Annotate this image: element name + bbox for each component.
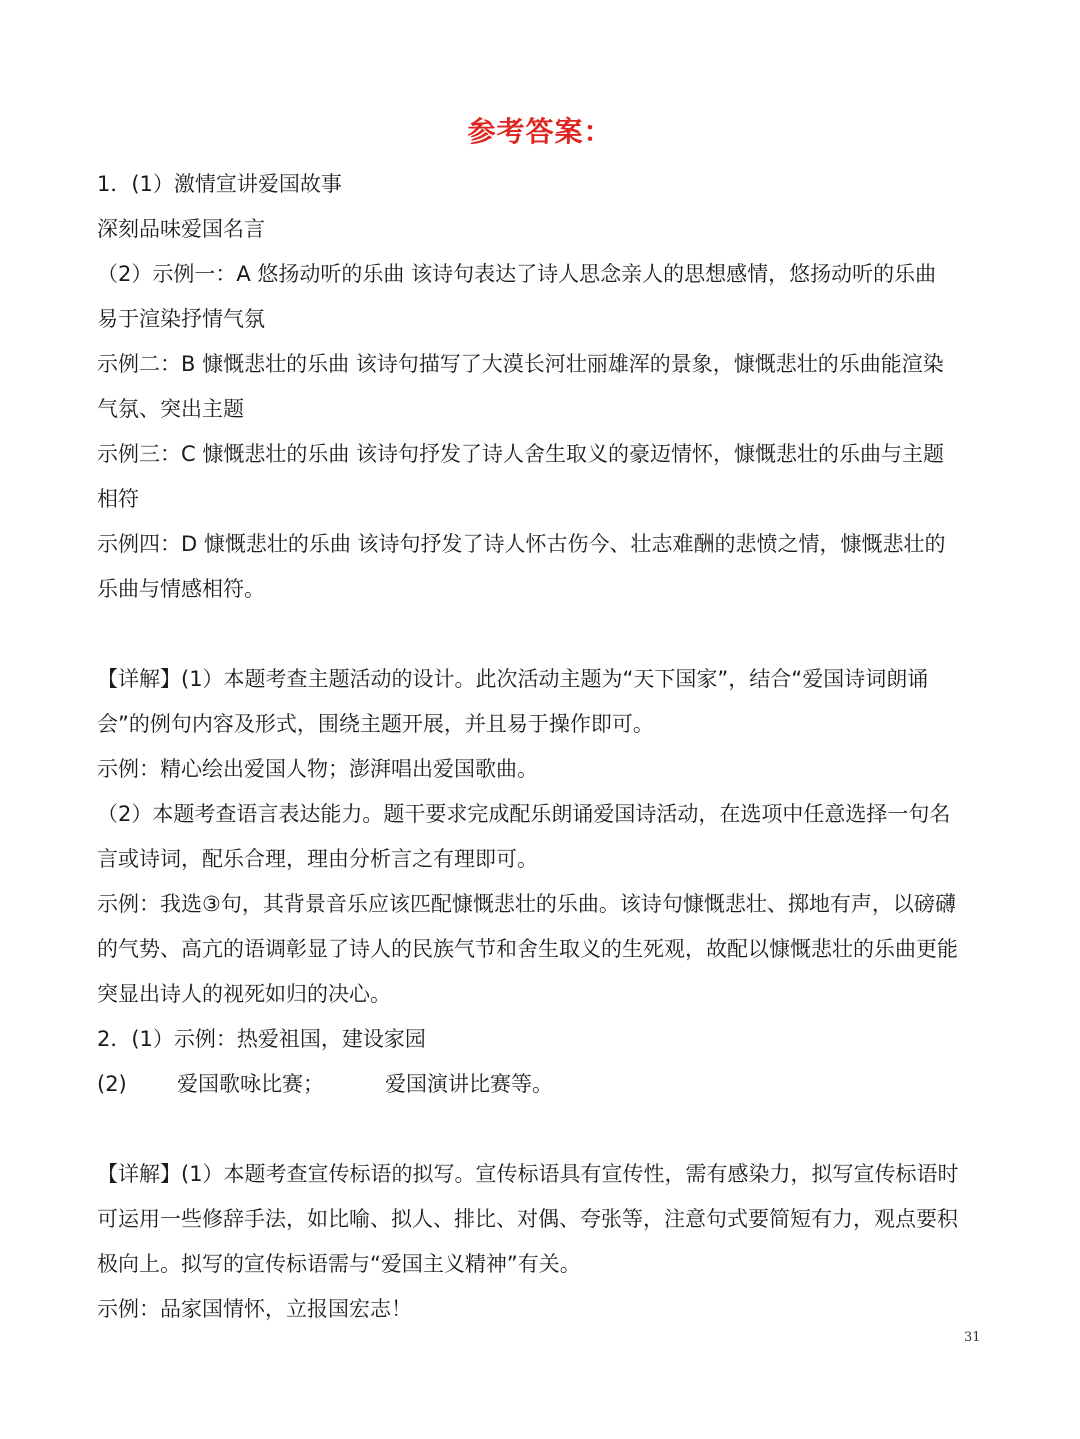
explanation-2-line-4: 示例：品家国情怀，立报国宏志！ bbox=[97, 1297, 412, 1321]
page-number: 31 bbox=[964, 1330, 981, 1345]
answer-1-line-8: 相符 bbox=[97, 487, 139, 511]
answer-1-line-3: （2）示例一：A 悠扬动听的乐曲 该诗句表达了诗人思念亲人的思想感情，悠扬动听的乐曲 bbox=[97, 262, 937, 286]
explanation-2-line-2: 可运用一些修辞手法，如比喻、拟人、排比、对偶、夸张等，注意句式要简短有力，观点要积 bbox=[97, 1207, 958, 1231]
section-spacer bbox=[97, 612, 987, 657]
explanation-1-line-3: 示例：精心绘出爱国人物；澎湃唱出爱国歌曲。 bbox=[97, 757, 538, 781]
explanation-1-line-6: 示例：我选③句，其背景音乐应该匹配慷慨悲壮的乐曲。该诗句慷慨悲壮、掷地有声，以磅礴 bbox=[97, 892, 956, 916]
explanation-2-section bbox=[97, 1152, 987, 1332]
answer-2-line-1: 2．(1）示例：热爱祖国，建设家园 bbox=[97, 1027, 426, 1051]
answer-1-line-1: 1．(1）激情宣讲爱国故事 bbox=[97, 172, 342, 196]
page-title: 参考答案： bbox=[467, 115, 613, 148]
answer-2-line-2 bbox=[97, 1062, 987, 1107]
explanation-1-line-4: （2）本题考查语言表达能力。题干要求完成配乐朗诵爱国诗活动，在选项中任意选择一句名 bbox=[97, 802, 951, 826]
explanation-1-line-1: 【详解】(1）本题考查主题活动的设计。此次活动主题为“天下国家”，结合“爱国诗词朗诵 bbox=[97, 667, 929, 691]
answer-2-option-1: 爱国歌咏比赛； bbox=[177, 1072, 324, 1096]
answer-1-line-2: 深刻品味爱国名言 bbox=[97, 217, 265, 241]
explanation-1-section bbox=[97, 657, 987, 1017]
answer-1-line-6: 气氛、突出主题 bbox=[97, 397, 244, 421]
explanation-1-line-2: 会”的例句内容及形式，围绕主题开展，并且易于操作即可。 bbox=[97, 712, 654, 736]
document-body bbox=[97, 162, 987, 1332]
answer-1-line-4: 易于渲染抒情气氛 bbox=[97, 307, 265, 331]
explanation-2-line-1: 【详解】(1）本题考查宣传标语的拟写。宣传标语具有宣传性，需有感染力，拟写宣传标语时 bbox=[97, 1162, 959, 1186]
answer-2-section bbox=[97, 1017, 987, 1107]
answer-2-option-2: 爱国演讲比赛等。 bbox=[385, 1072, 553, 1096]
answer-1-line-5: 示例二：B 慷慨悲壮的乐曲 该诗句描写了大漠长河壮丽雄浑的景象，慷慨悲壮的乐曲能渲染 bbox=[97, 352, 944, 376]
explanation-1-line-8: 突显出诗人的视死如归的决心。 bbox=[97, 982, 391, 1006]
answer-2-item-label: (2) bbox=[97, 1072, 127, 1096]
answer-1-line-9: 示例四：D 慷慨悲壮的乐曲 该诗句抒发了诗人怀古伤今、壮志难酬的悲愤之情，慷慨悲壮的 bbox=[97, 532, 946, 556]
explanation-1-line-5: 言或诗词，配乐合理，理由分析言之有理即可。 bbox=[97, 847, 538, 871]
explanation-2-line-3: 极向上。拟写的宣传标语需与“爱国主义精神”有关。 bbox=[97, 1252, 581, 1276]
section-spacer bbox=[97, 1107, 987, 1152]
answer-1-line-10: 乐曲与情感相符。 bbox=[97, 577, 265, 601]
answer-1-line-7: 示例三：C 慷慨悲壮的乐曲 该诗句抒发了诗人舍生取义的豪迈情怀，慷慨悲壮的乐曲与主题 bbox=[97, 442, 945, 466]
answer-1-section bbox=[97, 162, 987, 612]
explanation-1-line-7: 的气势、高亢的语调彰显了诗人的民族气节和舍生取义的生死观，故配以慷慨悲壮的乐曲更能 bbox=[97, 937, 958, 961]
